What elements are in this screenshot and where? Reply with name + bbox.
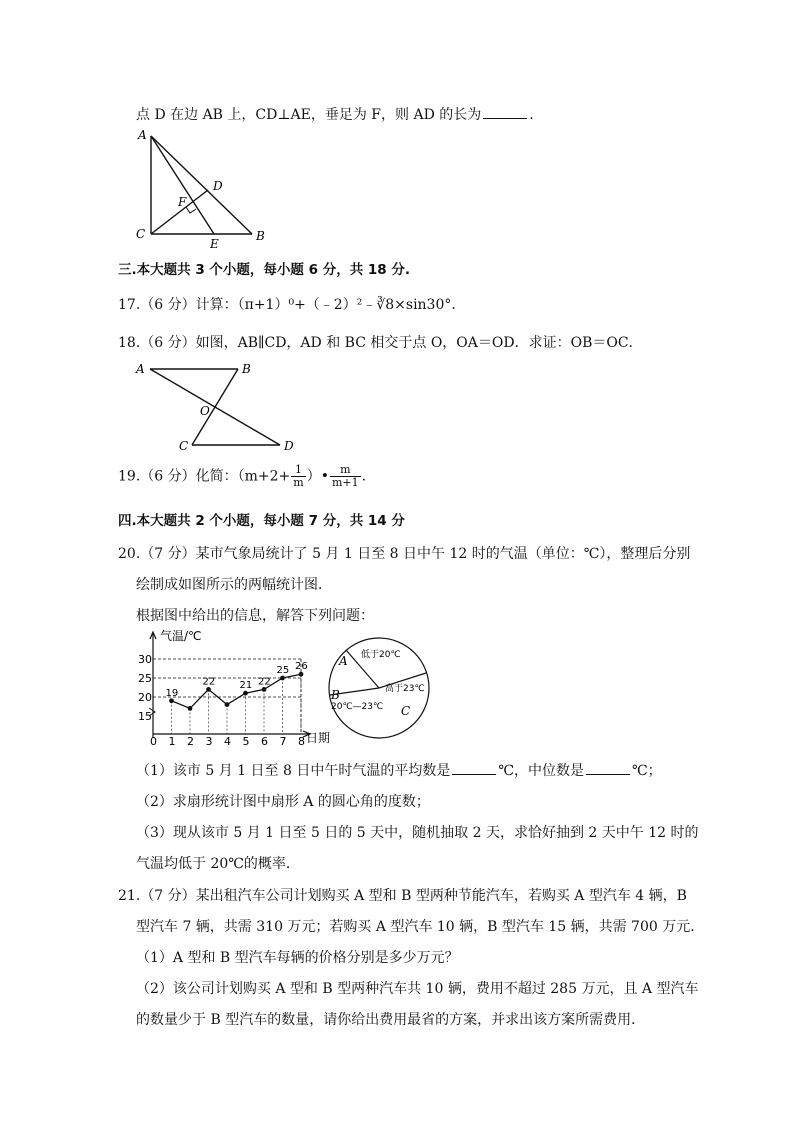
- x-tick-label: 6: [261, 735, 268, 746]
- answer-blank[interactable]: [483, 104, 527, 119]
- q20-line3: 根据图中给出的信息，解答下列问题：: [136, 608, 374, 624]
- q20-part3-line1: （3）现从该市 5 月 1 日至 5 日的 5 天中，随机抽取 2 天，求恰好抽到 2 天中午 12 时的: [136, 825, 699, 841]
- q18-text: 18.（6 分）如图，AB∥CD，AD 和 BC 相交于点 O，OA＝OD．求证：OB＝OC．: [118, 335, 643, 351]
- q21-line2: 型汽车 7 辆，共需 310 万元；若购买 A 型汽车 10 辆，B 型汽车 15 辆，共需 700 万元．: [136, 919, 705, 935]
- label-D: D: [284, 439, 294, 453]
- q19-text: 19.（6 分）化简：（m+2+ $\frac{1}{m}$ ）• $\frac{m}{m+1}$ .: [118, 463, 367, 489]
- slice-C-label: C: [401, 704, 411, 718]
- label-A: A: [136, 362, 145, 376]
- data-point: [280, 676, 285, 681]
- x-tick-label: 5: [242, 735, 250, 746]
- data-point: [169, 698, 174, 703]
- q20-line2: 绘制成如图所示的两幅统计图．: [136, 577, 332, 593]
- figure-18: [132, 358, 302, 456]
- data-point: [206, 687, 211, 692]
- q21-line1: 21.（7 分）某出租汽车公司计划购买 A 型和 B 型两种节能汽车，若购买 A 型汽车 4 辆，B: [118, 888, 687, 904]
- label-C: C: [136, 227, 146, 241]
- section-3-heading: 三.本大题共 3 个小题，每小题 6 分，共 18 分.: [118, 262, 411, 278]
- q20-part1: （1）该市 5 月 1 日至 8 日中午时气温的平均数是 ℃，中位数是 ℃；: [136, 760, 662, 780]
- q20-line1: 20.（7 分）某市气象局统计了 5 月 1 日至 8 日中午 12 时的气温（单位：℃），整理后分别: [118, 546, 691, 562]
- data-label: 25: [276, 665, 290, 676]
- q21-part2-line2: 的数量少于 B 型汽车的数量，请你给出费用最省的方案，并求出该方案所需费用．: [136, 1012, 646, 1028]
- q21-part1: （1）A 型和 B 型汽车每辆的价格分别是多少万元？: [136, 950, 459, 966]
- slice-B-label: B: [331, 688, 340, 702]
- temperature-line-chart: [138, 628, 338, 746]
- fraction-2: $\frac{m}{m+1}$: [331, 463, 359, 489]
- fraction-1: $\frac{1}{m}$: [293, 463, 304, 489]
- label-B: B: [256, 229, 265, 243]
- section-4-heading: 四.本大题共 2 个小题，每小题 7 分，共 14 分: [118, 513, 405, 529]
- label-E: E: [210, 237, 219, 250]
- label-O: O: [200, 404, 210, 418]
- slice-C-annotation: 高于23℃: [385, 684, 425, 694]
- label-D: D: [213, 179, 223, 193]
- slice-B-annotation: 20℃—23℃: [331, 702, 384, 712]
- pie-chart: [325, 633, 435, 743]
- data-point: [262, 687, 267, 692]
- q20-part2: （2）求扇形统计图中扇形 A 的圆心角的度数；: [136, 794, 430, 810]
- x-tick-label: 3: [205, 735, 213, 746]
- triangle-figure-16: [130, 124, 280, 250]
- slice-A-annotation: 低于20℃: [361, 650, 401, 660]
- mean-answer-blank[interactable]: [452, 760, 496, 775]
- data-label: 26: [295, 661, 308, 673]
- y-axis-label: 气温/℃: [160, 629, 202, 643]
- label-C: C: [179, 439, 189, 453]
- data-point: [225, 702, 230, 707]
- median-answer-blank[interactable]: [586, 760, 630, 775]
- x-tick-label: 7: [279, 735, 287, 746]
- x-tick-label: 0: [150, 735, 157, 746]
- data-point: [188, 706, 193, 711]
- y-tick-label: 20: [138, 691, 152, 704]
- label-A: A: [138, 128, 147, 142]
- label-F: F: [178, 195, 187, 209]
- q21-part2-line1: （2）该公司计划购买 A 型和 B 型两种汽车共 10 辆，费用不超过 285 万元，且 A 型汽车: [136, 981, 699, 997]
- data-label: 22: [258, 676, 271, 688]
- data-label: 22: [202, 676, 216, 688]
- q17-text: 17.（6 分）计算：（π+1）⁰+（﹣2）²﹣∛8×sin30°．: [118, 297, 466, 313]
- x-axis-label: 日期: [306, 731, 331, 745]
- slice-A-label: A: [339, 654, 348, 668]
- q20-part3-line2: 气温均低于 20℃的概率．: [136, 856, 300, 872]
- data-point: [243, 691, 248, 696]
- label-B: B: [242, 362, 251, 376]
- y-tick-label: 25: [138, 672, 152, 685]
- data-point: [299, 672, 304, 677]
- x-tick-label: 2: [187, 735, 194, 746]
- y-tick-label: 15: [138, 710, 152, 723]
- q16-text: 点 D 在边 AB 上，CD⊥AE，垂足为 F，则 AD 的长为 .: [136, 104, 534, 124]
- data-label: 21: [239, 680, 253, 692]
- data-label: 19: [165, 687, 179, 699]
- y-tick-label: 30: [138, 653, 152, 666]
- x-tick-label: 8: [298, 735, 305, 746]
- x-tick-label: 1: [168, 735, 176, 746]
- x-tick-label: 4: [224, 735, 231, 746]
